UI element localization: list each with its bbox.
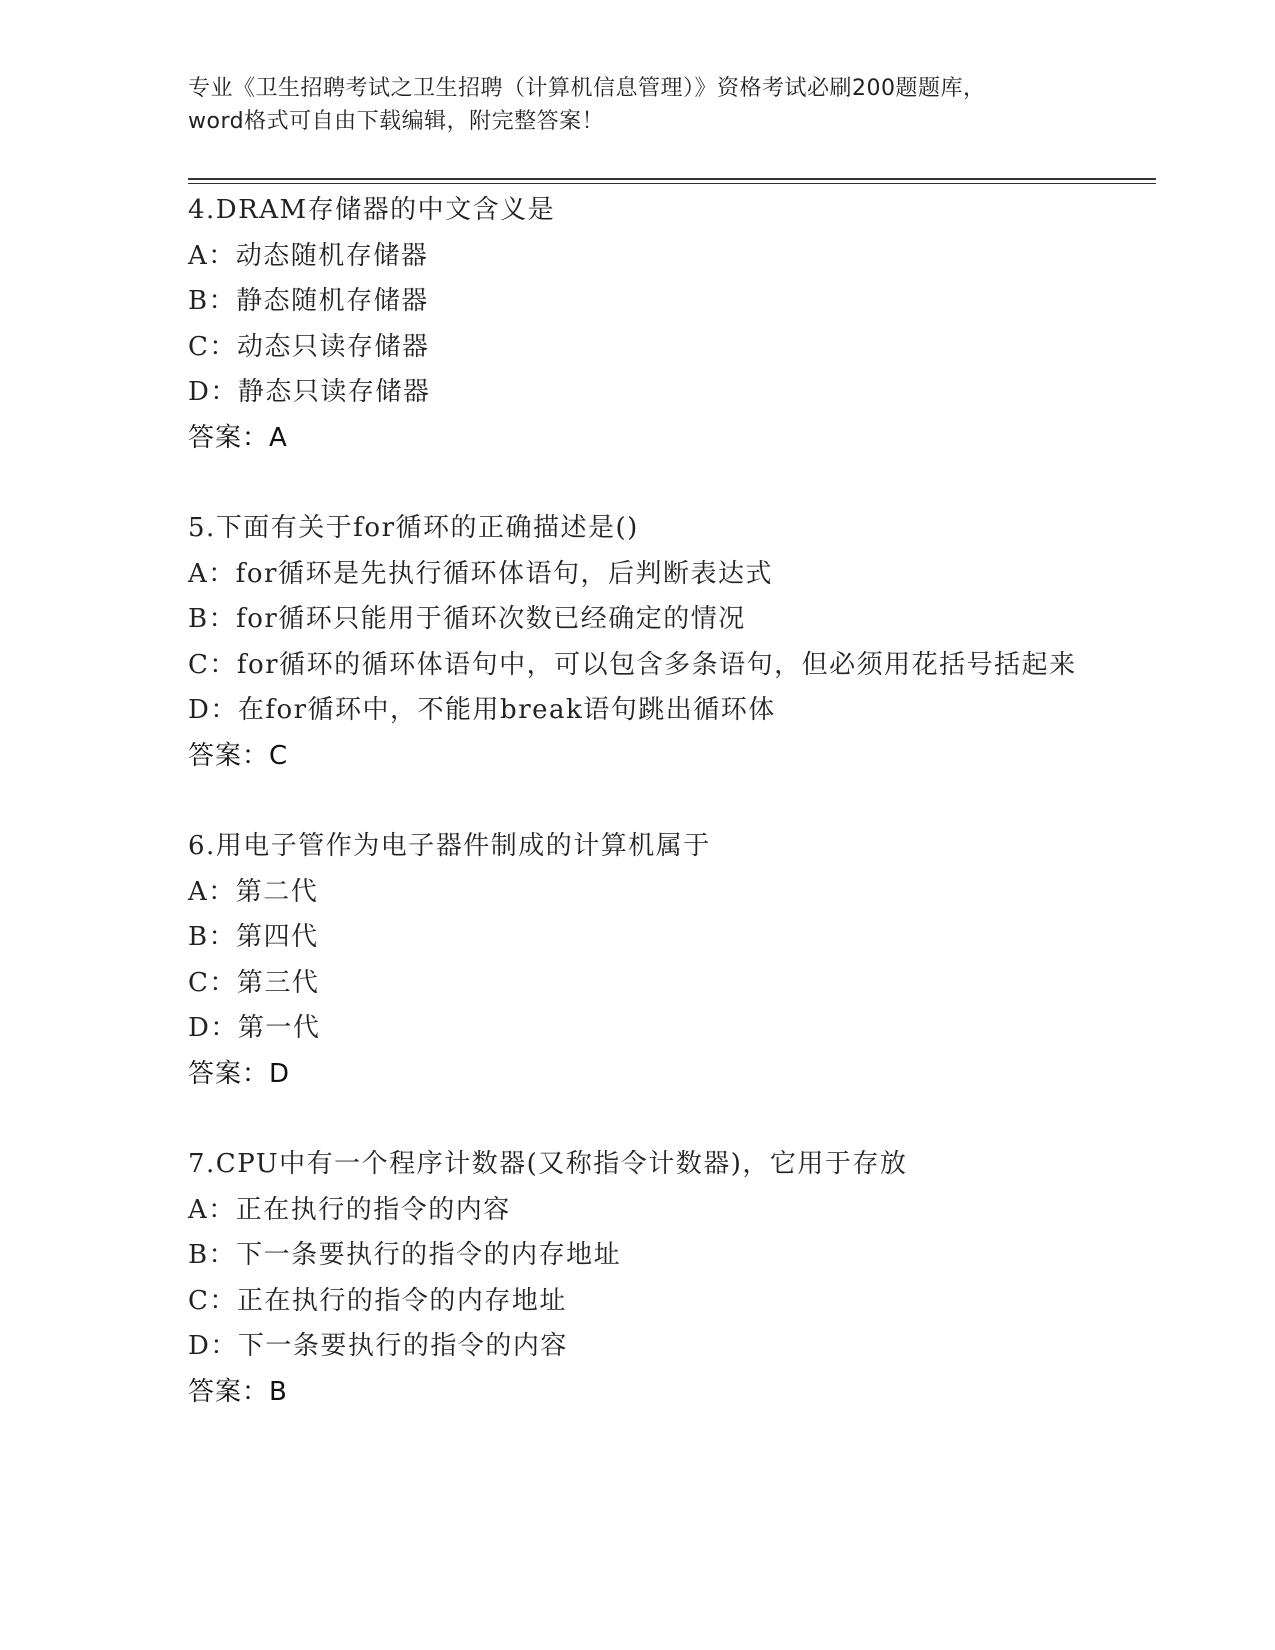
option-a: A：for循环是先执行循环体语句，后判断表达式 xyxy=(188,558,773,589)
question-7 xyxy=(188,1142,1088,1415)
option-b: B：静态随机存储器 xyxy=(188,286,429,316)
question-stem: 6.用电子管作为电子器件制成的计算机属于 xyxy=(188,831,711,861)
header-line-1: 专业《卫生招聘考试之卫生招聘（计算机信息管理）》资格考试必刷200题题库， xyxy=(188,76,986,101)
answer-line: 答案：A xyxy=(188,422,288,453)
option-d: D：在for循环中，不能用break语句跳出循环体 xyxy=(188,695,776,725)
option-a: A：动态随机存储器 xyxy=(188,240,429,271)
option-d: D：下一条要执行的指令的内容 xyxy=(188,1331,568,1361)
question-stem: 7.CPU中有一个程序计数器(又称指令计数器)，它用于存放 xyxy=(188,1149,908,1179)
option-c: C：动态只读存储器 xyxy=(188,331,430,362)
answer-line: 答案：B xyxy=(188,1376,288,1407)
option-b: B：第四代 xyxy=(188,922,319,952)
option-a: A：第二代 xyxy=(188,876,319,907)
option-d: D：静态只读存储器 xyxy=(188,377,431,407)
option-b: B：下一条要执行的指令的内存地址 xyxy=(188,1240,622,1270)
option-c: C：for循环的循环体语句中，可以包含多条语句，但必须用花括号括起来 xyxy=(188,649,1077,680)
document-header xyxy=(188,72,1088,138)
option-c: C：第三代 xyxy=(188,967,320,998)
header-divider-thick xyxy=(188,178,1156,180)
question-6 xyxy=(188,824,1088,1097)
question-list xyxy=(188,188,1088,1460)
question-5 xyxy=(188,506,1088,779)
answer-line: 答案：D xyxy=(188,1058,291,1089)
question-stem: 4.DRAM存储器的中文含义是 xyxy=(188,195,556,225)
question-stem: 5.下面有关于for循环的正确描述是() xyxy=(188,513,639,543)
header-divider-thin xyxy=(188,183,1156,184)
question-4 xyxy=(188,188,1088,461)
header-line-2: word格式可自由下载编辑，附完整答案！ xyxy=(188,109,605,134)
option-d: D：第一代 xyxy=(188,1013,321,1043)
answer-line: 答案：C xyxy=(188,740,289,771)
option-b: B：for循环只能用于循环次数已经确定的情况 xyxy=(188,604,746,634)
option-c: C：正在执行的指令的内存地址 xyxy=(188,1285,567,1316)
option-a: A：正在执行的指令的内容 xyxy=(188,1194,511,1225)
